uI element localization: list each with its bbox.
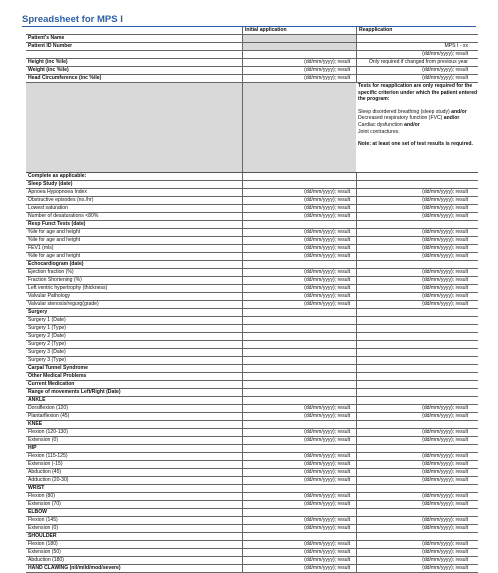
row-label: Abduction (45) [28, 469, 62, 475]
table-row [26, 397, 478, 405]
table-row [26, 341, 478, 349]
row-label: Resp Funct Tests (date) [28, 221, 86, 227]
row-label: Extension (70) [28, 501, 61, 507]
initial-value-cell[interactable] [242, 389, 356, 396]
table-row [26, 221, 478, 229]
initial-value-cell[interactable] [242, 445, 356, 452]
initial-value-cell[interactable]: (dd/mm/yyyy); result [242, 197, 356, 204]
table-row [26, 565, 478, 573]
initial-value-cell[interactable] [242, 341, 356, 348]
table-row [26, 75, 478, 83]
reapplication-value-cell[interactable]: MPS I - xx [356, 43, 478, 50]
row-label: Apnoea Hypopnoea Index [28, 189, 87, 195]
reapplication-value-cell[interactable]: (dd/mm/yyyy); result [356, 237, 478, 244]
reapplication-value-cell[interactable] [356, 373, 478, 380]
row-label: Complete as applicable: [28, 173, 87, 179]
row-label: Surgery 3 (Type) [28, 357, 66, 363]
reapplication-value-cell[interactable]: (dd/mm/yyyy); result [356, 525, 478, 532]
row-label: Extension (-15) [28, 461, 63, 467]
reapplication-value-cell[interactable]: (dd/mm/yyyy); result [356, 75, 478, 82]
reapplication-value-cell[interactable] [356, 333, 478, 340]
table-row [26, 525, 478, 533]
table-row [26, 173, 478, 181]
reapplication-value-cell[interactable]: (dd/mm/yyyy); result [356, 437, 478, 444]
initial-value-cell[interactable]: (dd/mm/yyyy); result [242, 277, 356, 284]
reapplication-value-cell[interactable] [356, 381, 478, 388]
initial-value-cell[interactable]: (dd/mm/yyyy); result [242, 189, 356, 196]
initial-value-cell[interactable] [242, 333, 356, 340]
reapplication-value-cell[interactable] [356, 221, 478, 228]
reapplication-value-cell[interactable] [356, 325, 478, 332]
row-label: Extension (0) [28, 437, 59, 443]
table-row [26, 269, 478, 277]
initial-value-cell[interactable]: (dd/mm/yyyy); result [242, 67, 356, 74]
reapplication-value-cell[interactable]: (dd/mm/yyyy); result [356, 197, 478, 204]
reapplication-value-cell[interactable] [356, 365, 478, 372]
initial-value-cell[interactable] [242, 35, 356, 42]
reapplication-value-cell[interactable]: (dd/mm/yyyy); result [356, 517, 478, 524]
reapplication-value-cell[interactable] [356, 309, 478, 316]
row-label: Obstructive episodes (no./hr) [28, 197, 94, 203]
reapplication-value-cell[interactable] [356, 181, 478, 188]
row-label [26, 51, 242, 58]
row-label: %ile for age and height [28, 237, 81, 243]
table-row [26, 197, 478, 205]
table-row [26, 261, 478, 269]
table-row [26, 229, 478, 237]
row-label: Surgery 3 (Date) [28, 349, 66, 355]
notes-block [26, 83, 478, 172]
page-title: Spreadsheet for MPS I [22, 14, 123, 25]
initial-value-cell[interactable]: (dd/mm/yyyy); result [242, 517, 356, 524]
reapplication-value-cell[interactable]: (dd/mm/yyyy); result [356, 269, 478, 276]
row-label: Surgery 1 (Type) [28, 325, 66, 331]
reapplication-value-cell[interactable] [356, 317, 478, 324]
table-row [26, 253, 478, 261]
notes-intro: Tests for reapplication are only required for the specific criterion under which the patient entered the program: [358, 83, 478, 103]
table-row [26, 349, 478, 357]
initial-value-cell[interactable]: (dd/mm/yyyy); result [242, 557, 356, 564]
table-row [26, 461, 478, 469]
reapplication-value-cell[interactable]: (dd/mm/yyyy); result [356, 549, 478, 556]
row-label: Adduction (20-30) [28, 477, 69, 483]
table-row [26, 51, 478, 59]
row-label: %ile for age and height [28, 229, 81, 235]
reapplication-value-cell[interactable]: (dd/mm/yyyy); result [356, 557, 478, 564]
table-row [26, 213, 478, 221]
table-row [26, 301, 478, 309]
table-row [26, 389, 478, 397]
table-row [26, 429, 478, 437]
reapplication-notes [358, 83, 480, 148]
row-label: Current Medication [28, 381, 75, 387]
spreadsheet [26, 27, 478, 573]
reapplication-value-cell[interactable] [356, 35, 478, 42]
table-row [26, 485, 478, 493]
table-row [26, 477, 478, 485]
initial-value-cell[interactable]: (dd/mm/yyyy); result [242, 453, 356, 460]
table-row [26, 333, 478, 341]
row-label: Echocardiogram (date) [28, 261, 84, 267]
row-label: FEV1 (mls) [28, 245, 54, 251]
reapplication-value-cell[interactable] [356, 389, 478, 396]
initial-value-cell[interactable] [242, 51, 356, 58]
patient-info-rows [26, 35, 478, 83]
table-row [26, 35, 478, 43]
initial-value-cell[interactable]: (dd/mm/yyyy); result [242, 205, 356, 212]
initial-value-cell[interactable] [242, 365, 356, 372]
reapplication-value-cell[interactable]: (dd/mm/yyyy); result [356, 253, 478, 260]
reapplication-value-cell[interactable]: (dd/mm/yyyy); result [356, 461, 478, 468]
reapplication-value-cell[interactable] [356, 261, 478, 268]
initial-value-cell[interactable] [242, 485, 356, 492]
table-row [26, 517, 478, 525]
initial-value-cell[interactable]: (dd/mm/yyyy); result [242, 301, 356, 308]
reapplication-value-cell[interactable]: (dd/mm/yyyy); result [356, 469, 478, 476]
table-row [26, 493, 478, 501]
row-label: Flexion (180) [28, 541, 58, 547]
reapplication-value-cell[interactable] [356, 445, 478, 452]
column-header-row [26, 27, 478, 35]
measurement-rows [26, 172, 478, 573]
initial-value-cell[interactable]: (dd/mm/yyyy); result [242, 405, 356, 412]
row-label: Extension (0) [28, 525, 59, 531]
initial-value-cell[interactable] [242, 509, 356, 516]
reapplication-value-cell[interactable]: (dd/mm/yyyy); result [356, 189, 478, 196]
grey-spacer [26, 83, 242, 172]
header-label-cell [26, 27, 242, 34]
initial-value-cell[interactable] [242, 173, 356, 180]
row-label: Lowest saturation [28, 205, 68, 211]
initial-value-cell[interactable]: (dd/mm/yyyy); result [242, 525, 356, 532]
row-label: Valvular Pathology [28, 293, 71, 299]
initial-value-cell[interactable]: (dd/mm/yyyy); result [242, 245, 356, 252]
reapplication-value-cell[interactable]: (dd/mm/yyyy); result [356, 429, 478, 436]
table-row [26, 67, 478, 75]
initial-value-cell[interactable] [242, 43, 356, 50]
table-row [26, 549, 478, 557]
table-row [26, 317, 478, 325]
initial-value-cell[interactable]: (dd/mm/yyyy); result [242, 413, 356, 420]
reapplication-value-cell[interactable]: (dd/mm/yyyy); result [356, 285, 478, 292]
initial-value-cell[interactable]: (dd/mm/yyyy); result [242, 237, 356, 244]
table-row [26, 501, 478, 509]
table-row [26, 285, 478, 293]
reapplication-value-cell[interactable]: (dd/mm/yyyy); result [356, 413, 478, 420]
table-row [26, 43, 478, 51]
table-row [26, 557, 478, 565]
table-row [26, 293, 478, 301]
row-label: Range of movements Left/Right (Date) [28, 389, 121, 395]
row-label: Left ventric hypertrophy (thickness) [28, 285, 108, 291]
row-label: Number of desaturations <80% [28, 213, 99, 219]
row-label: Patient ID Number [28, 43, 73, 49]
reapplication-value-cell[interactable]: Only required if changed from previous year [356, 59, 478, 66]
initial-value-cell[interactable] [242, 397, 356, 404]
row-label: Height (inc %ile) [28, 59, 68, 65]
reapplication-value-cell[interactable]: (dd/mm/yyyy); result [356, 301, 478, 308]
table-row [26, 325, 478, 333]
reapplication-value-cell[interactable]: (dd/mm/yyyy); result [356, 229, 478, 236]
table-row [26, 445, 478, 453]
row-label: WRIST [28, 485, 45, 491]
table-row [26, 469, 478, 477]
reapplication-value-cell[interactable] [356, 357, 478, 364]
initial-value-cell[interactable] [242, 533, 356, 540]
table-row [26, 405, 478, 413]
reapplication-value-cell[interactable]: (dd/mm/yyyy); result [356, 205, 478, 212]
initial-value-cell[interactable]: (dd/mm/yyyy); result [242, 541, 356, 548]
notes-line-4: Joint contractures. [358, 128, 400, 135]
initial-value-cell[interactable] [242, 317, 356, 324]
notes-line-1: Sleep disordered breathing (sleep study) and/or [358, 108, 467, 115]
row-label: Ejection fraction (%) [28, 269, 74, 275]
row-label: Carpal Tunnel Syndrome [28, 365, 88, 371]
initial-value-cell[interactable]: (dd/mm/yyyy); result [242, 493, 356, 500]
initial-value-cell[interactable]: (dd/mm/yyyy); result [242, 549, 356, 556]
initial-value-cell[interactable]: (dd/mm/yyyy); result [242, 501, 356, 508]
table-row [26, 413, 478, 421]
header-reapplication: Reapplication [356, 27, 478, 34]
initial-value-cell[interactable]: (dd/mm/yyyy); result [242, 213, 356, 220]
row-label: Fraction Shortening (%) [28, 277, 82, 283]
reapplication-value-cell[interactable]: (dd/mm/yyyy); result [356, 493, 478, 500]
row-label: Surgery 2 (Date) [28, 333, 66, 339]
initial-value-cell[interactable] [242, 381, 356, 388]
table-row [26, 189, 478, 197]
row-label: Abduction (180) [28, 557, 64, 563]
row-label: Flexion (120-130) [28, 429, 68, 435]
initial-value-cell[interactable]: (dd/mm/yyyy); result [242, 469, 356, 476]
reapplication-value-cell[interactable]: (dd/mm/yyyy); result [356, 565, 478, 572]
row-label: Head Circumference (inc %ile) [28, 75, 102, 81]
initial-value-cell[interactable]: (dd/mm/yyyy); result [242, 59, 356, 66]
reapplication-value-cell[interactable] [356, 509, 478, 516]
initial-value-cell[interactable] [242, 221, 356, 228]
initial-value-cell[interactable]: (dd/mm/yyyy); result [242, 229, 356, 236]
initial-value-cell[interactable] [242, 357, 356, 364]
reapplication-value-cell[interactable] [356, 397, 478, 404]
reapplication-value-cell[interactable]: (dd/mm/yyyy); result [356, 213, 478, 220]
reapplication-value-cell[interactable]: (dd/mm/yyyy); result [356, 501, 478, 508]
table-row [26, 437, 478, 445]
header-initial: Initial application [242, 27, 356, 34]
row-label: KNEE [28, 421, 43, 427]
reapplication-value-cell[interactable] [356, 533, 478, 540]
row-label: Extension (50) [28, 549, 61, 555]
table-row [26, 309, 478, 317]
row-label: Plantarflexion (45) [28, 413, 70, 419]
grey-spacer-initial [242, 83, 356, 172]
table-row [26, 421, 478, 429]
row-label: SHOULDER [28, 533, 57, 539]
row-label: Flexion (80) [28, 493, 55, 499]
notes-line-3: Cardiac dysfunction and/or [358, 121, 420, 128]
reapplication-value-cell[interactable]: (dd/mm/yyyy); result [356, 293, 478, 300]
table-row [26, 237, 478, 245]
notes-line-2: Decreased respiratory function (FVC) and/or [358, 115, 460, 122]
notes-footer: Note: at least one set of test results is required. [358, 141, 473, 148]
reapplication-value-cell[interactable] [356, 341, 478, 348]
row-label: HIP [28, 445, 37, 451]
row-label: Patient's Name [28, 35, 65, 41]
reapplication-value-cell[interactable]: (dd/mm/yyyy); result [356, 477, 478, 484]
initial-value-cell[interactable]: (dd/mm/yyyy); result [242, 75, 356, 82]
row-label: HAND CLAWING (nil/mild/mod/severe) [28, 565, 121, 571]
table-row [26, 357, 478, 365]
row-label: Dorsiflexion (120) [28, 405, 68, 411]
initial-value-cell[interactable] [242, 181, 356, 188]
initial-value-cell[interactable] [242, 349, 356, 356]
table-row [26, 59, 478, 67]
table-row [26, 205, 478, 213]
row-label: Flexion (145) [28, 517, 58, 523]
reapplication-value-cell[interactable] [356, 485, 478, 492]
row-label: Other Medical Problems [28, 373, 87, 379]
initial-value-cell[interactable] [242, 373, 356, 380]
initial-value-cell[interactable]: (dd/mm/yyyy); result [242, 477, 356, 484]
row-label: ELBOW [28, 509, 47, 515]
reapplication-value-cell[interactable]: (dd/mm/yyyy); result [356, 541, 478, 548]
initial-value-cell[interactable]: (dd/mm/yyyy); result [242, 565, 356, 572]
table-row [26, 453, 478, 461]
reapplication-value-cell[interactable] [356, 349, 478, 356]
table-row [26, 373, 478, 381]
initial-value-cell[interactable] [242, 421, 356, 428]
reapplication-value-cell[interactable] [356, 421, 478, 428]
reapplication-value-cell[interactable]: (dd/mm/yyyy); result [356, 453, 478, 460]
initial-value-cell[interactable]: (dd/mm/yyyy); result [242, 293, 356, 300]
table-row [26, 509, 478, 517]
initial-value-cell[interactable] [242, 309, 356, 316]
row-label: Flexion (115-125) [28, 453, 68, 459]
row-label: %ile for age and height [28, 253, 81, 259]
row-label: Valvular stenosis/regurg(grade) [28, 301, 99, 307]
initial-value-cell[interactable]: (dd/mm/yyyy); result [242, 437, 356, 444]
initial-value-cell[interactable] [242, 261, 356, 268]
initial-value-cell[interactable]: (dd/mm/yyyy); result [242, 285, 356, 292]
table-row [26, 541, 478, 549]
initial-value-cell[interactable]: (dd/mm/yyyy); result [242, 253, 356, 260]
reapplication-value-cell[interactable] [356, 173, 478, 180]
reapplication-value-cell[interactable]: (dd/mm/yyyy); result [356, 67, 478, 74]
initial-value-cell[interactable]: (dd/mm/yyyy); result [242, 461, 356, 468]
table-row [26, 533, 478, 541]
row-label: Surgery [28, 309, 48, 315]
row-label: Surgery 1 (Date) [28, 317, 66, 323]
reapplication-value-cell[interactable]: (dd/mm/yyyy); result [356, 405, 478, 412]
table-row [26, 277, 478, 285]
row-label: ANKLE [28, 397, 46, 403]
table-row [26, 381, 478, 389]
reapplication-value-cell[interactable]: (dd/mm/yyyy); result [356, 245, 478, 252]
initial-value-cell[interactable]: (dd/mm/yyyy); result [242, 429, 356, 436]
table-row [26, 245, 478, 253]
row-label: Sleep Study (date) [28, 181, 73, 187]
reapplication-value-cell[interactable]: (dd/mm/yyyy); result [356, 51, 478, 58]
initial-value-cell[interactable] [242, 325, 356, 332]
table-row [26, 181, 478, 189]
table-row [26, 365, 478, 373]
initial-value-cell[interactable]: (dd/mm/yyyy); result [242, 269, 356, 276]
row-label: Weight (inc %ile) [28, 67, 69, 73]
reapplication-value-cell[interactable]: (dd/mm/yyyy); result [356, 277, 478, 284]
row-label: Surgery 2 (Type) [28, 341, 66, 347]
